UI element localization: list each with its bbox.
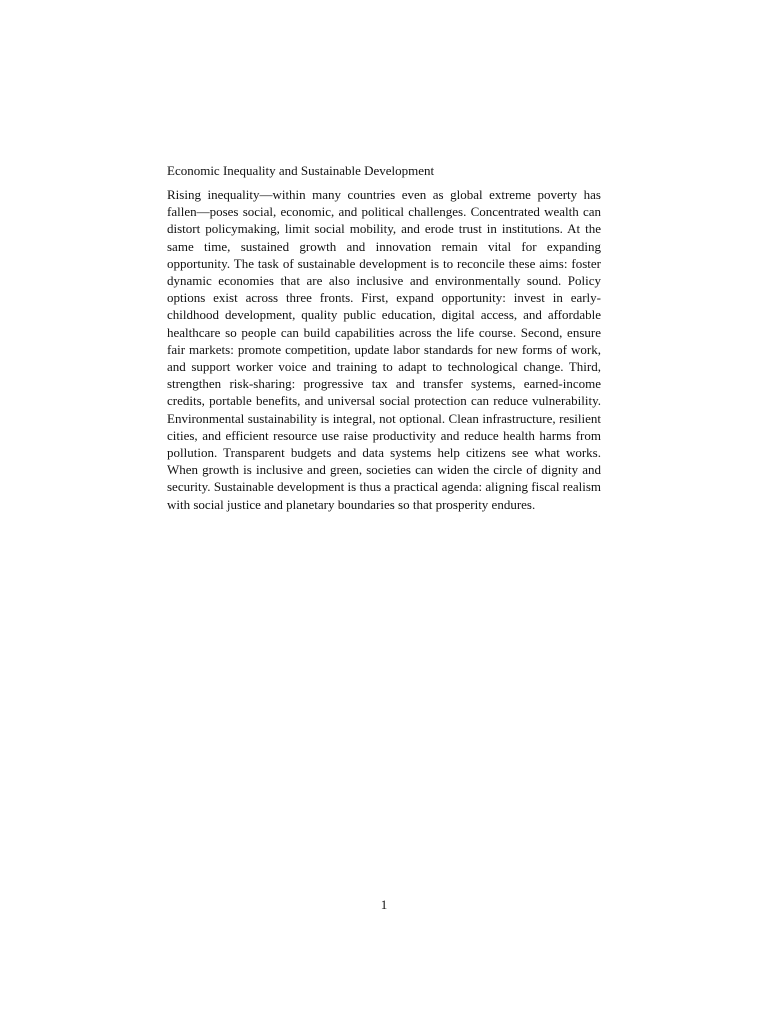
page-number: 1 bbox=[380, 897, 388, 912]
document-title: Economic Inequality and Sustainable Development bbox=[167, 163, 435, 178]
document-content bbox=[167, 162, 601, 513]
body-paragraph: Rising inequality—within many countries even as global extreme poverty has fallen—poses social, economic, and political challenges. Concentrated wealth can distort policymaking, limit social mobility, and erode trust in institutions. At the same time, sustained growth and innovation remain vital for expanding opportunity. The task of sustainable development is to reconcile these aims: foster dynamic economies that are also inclusive and environmentally sound. Policy options exist across three fronts. First, expand opportunity: invest in early-childhood development, quality public education, digital access, and affordable healthcare so people can build capabilities across the life course. Second, ensure fair markets: promote competition, update labor standards for new forms of work, and support worker voice and training to adapt to technological change. Third, strengthen risk-sharing: progressive tax and transfer systems, earned-income credits, portable benefits, and universal social protection can reduce vulnerability. Environmental sustainability is integral, not optional. Clean infrastructure, resilient cities, and efficient resource use raise productivity and reduce health harms from pollution. Transparent budgets and data systems help citizens see what works. When growth is inclusive and green, societies can widen the circle of dignity and security. Sustainable development is thus a practical agenda: aligning fiscal realism with social justice and planetary boundaries so that prosperity endures. bbox=[167, 187, 601, 512]
